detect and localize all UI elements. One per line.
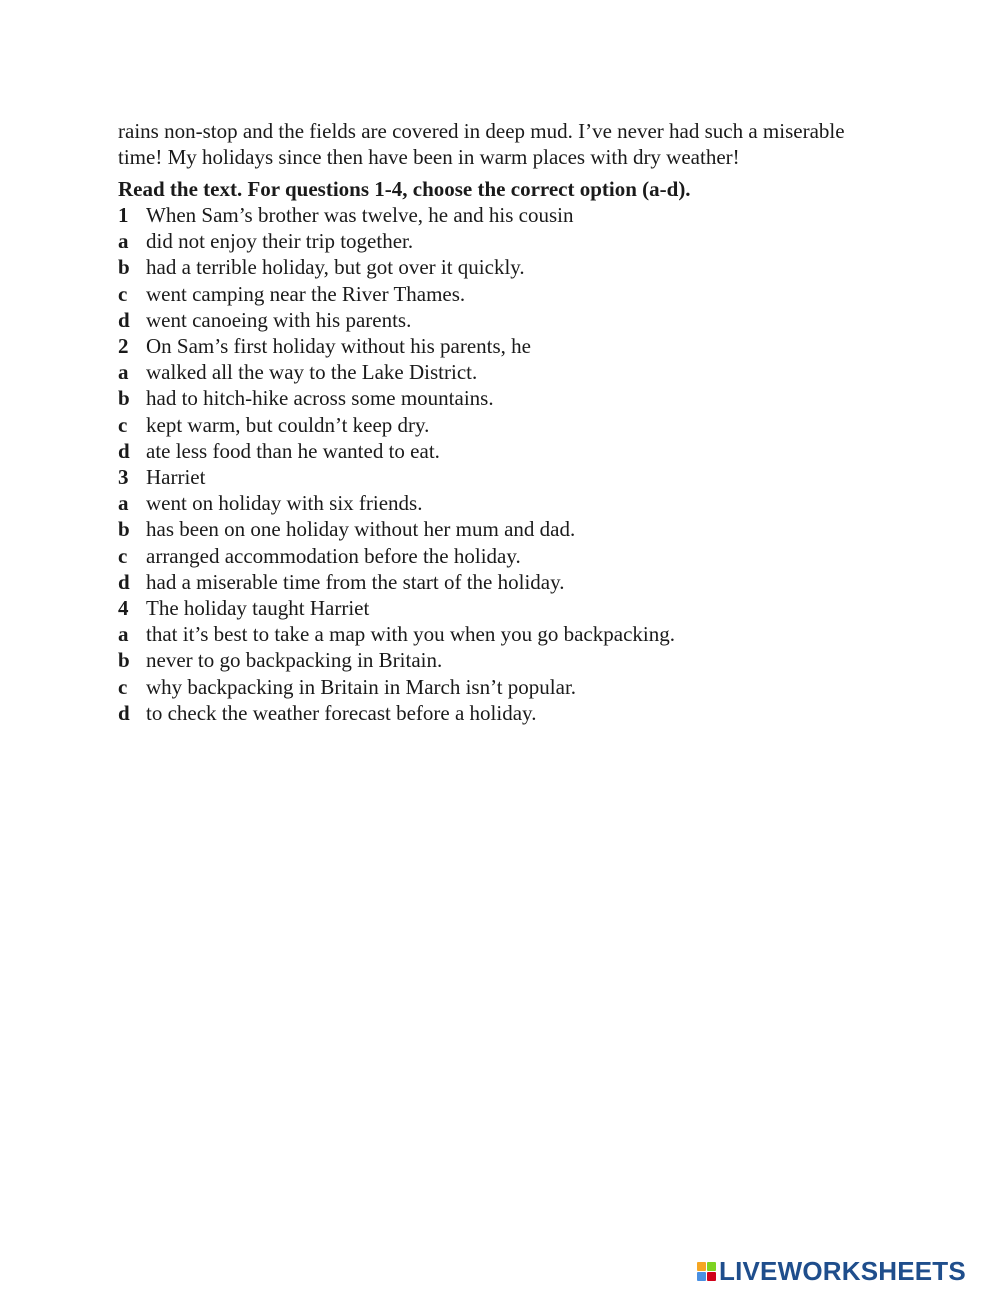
option-letter: d: [118, 569, 130, 594]
option-letter: d: [118, 438, 130, 463]
option-letter: b: [118, 648, 130, 673]
option-text: to check the weather forecast before a holiday.: [146, 700, 537, 725]
option-text: that it’s best to take a map with you when you go backpacking.: [146, 622, 675, 647]
option-text: went canoeing with his parents.: [146, 307, 412, 332]
question-4-option-c[interactable]: [118, 674, 878, 700]
logo-block: [697, 1262, 706, 1271]
option-text: kept warm, but couldn’t keep dry.: [146, 412, 430, 437]
question-text: Harriet: [146, 465, 206, 490]
question-3-option-a[interactable]: [118, 490, 878, 516]
worksheet-page: [118, 118, 878, 726]
option-letter: c: [118, 674, 128, 699]
logo-text: LIVEWORKSHEETS: [719, 1255, 966, 1286]
question-3-stem: [118, 464, 878, 490]
question-2-option-c[interactable]: [118, 412, 878, 438]
question-1-option-d[interactable]: [118, 307, 878, 333]
logo-blocks-icon: [697, 1262, 716, 1281]
option-text: did not enjoy their trip together.: [146, 229, 414, 254]
question-1-option-a[interactable]: [118, 228, 878, 254]
question-2-option-d[interactable]: [118, 438, 878, 464]
question-number: 3: [118, 465, 129, 490]
option-letter: d: [118, 700, 130, 725]
logo-block: [707, 1272, 716, 1281]
liveworksheets-logo: [697, 1257, 966, 1285]
question-number: 4: [118, 596, 129, 621]
question-number: 2: [118, 334, 129, 359]
question-4-option-d[interactable]: [118, 700, 878, 726]
option-letter: b: [118, 517, 130, 542]
question-text: When Sam’s brother was twelve, he and his cousin: [146, 203, 574, 227]
option-letter: b: [118, 386, 130, 411]
logo-block: [707, 1262, 716, 1271]
option-letter: b: [118, 255, 130, 280]
option-text: had a terrible holiday, but got over it quickly.: [146, 255, 525, 280]
question-4-stem: [118, 595, 878, 621]
intro-paragraph: rains non-stop and the fields are covered in deep mud. I’ve never had such a miserable time! My holidays since then have been in warm places with dry weather!: [118, 119, 845, 169]
question-4-option-a[interactable]: [118, 621, 878, 647]
option-letter: c: [118, 412, 128, 437]
option-letter: d: [118, 307, 130, 332]
question-list: [118, 202, 878, 726]
option-letter: a: [118, 622, 129, 647]
option-letter: a: [118, 360, 129, 385]
option-text: had to hitch-hike across some mountains.: [146, 386, 494, 411]
question-1-option-c[interactable]: [118, 281, 878, 307]
option-text: went on holiday with six friends.: [146, 491, 423, 516]
option-text: never to go backpacking in Britain.: [146, 648, 443, 673]
question-3-option-b[interactable]: [118, 516, 878, 542]
question-text: On Sam’s first holiday without his parents, he: [146, 334, 531, 359]
question-4-option-b[interactable]: [118, 647, 878, 673]
option-letter: a: [118, 491, 129, 516]
question-number: 1: [118, 203, 129, 227]
question-1-option-b[interactable]: [118, 254, 878, 280]
option-text: walked all the way to the Lake District.: [146, 360, 478, 385]
option-letter: c: [118, 281, 128, 306]
option-text: why backpacking in Britain in March isn’t popular.: [146, 674, 577, 699]
option-text: has been on one holiday without her mum and dad.: [146, 517, 576, 542]
option-text: arranged accommodation before the holiday.: [146, 543, 521, 568]
question-text: The holiday taught Harriet: [146, 596, 370, 621]
option-text: went camping near the River Thames.: [146, 281, 466, 306]
instruction-heading: Read the text. For questions 1-4, choose the correct option (a-d).: [118, 177, 691, 201]
logo-block: [697, 1272, 706, 1281]
option-letter: a: [118, 229, 129, 254]
option-text: ate less food than he wanted to eat.: [146, 438, 440, 463]
question-2-option-b[interactable]: [118, 385, 878, 411]
question-3-option-d[interactable]: [118, 569, 878, 595]
question-3-option-c[interactable]: [118, 543, 878, 569]
question-1-stem: [118, 202, 878, 228]
option-letter: c: [118, 543, 128, 568]
question-2-stem: [118, 333, 878, 359]
question-2-option-a[interactable]: [118, 359, 878, 385]
option-text: had a miserable time from the start of the holiday.: [146, 569, 565, 594]
